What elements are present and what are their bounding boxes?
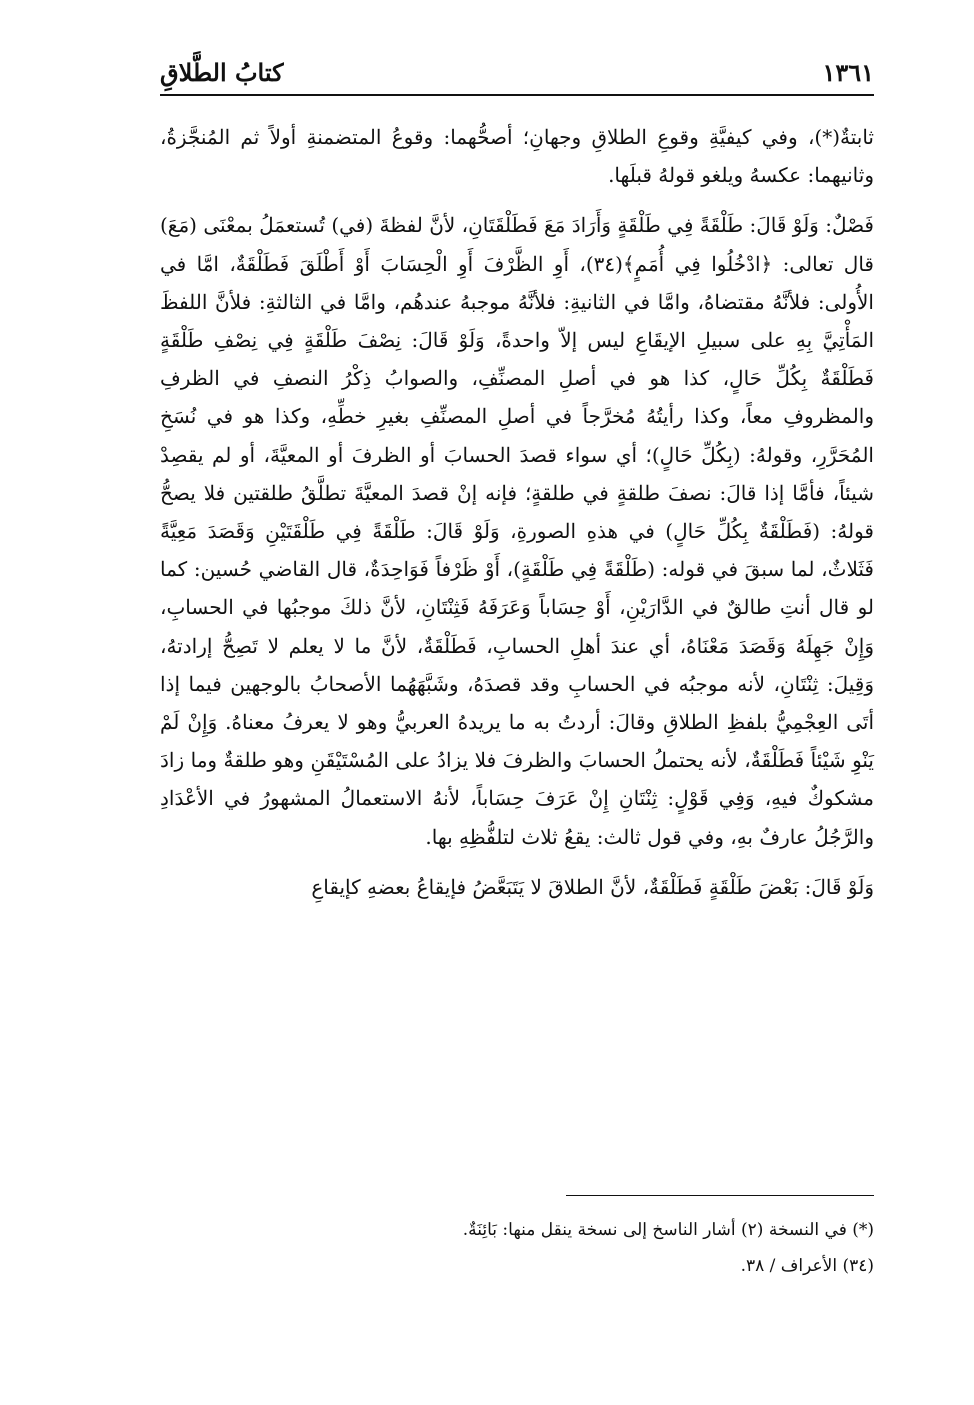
running-header <box>160 58 874 94</box>
header-rule <box>160 94 874 96</box>
paragraph-3: وَلَوْ قَالَ: بَعْضَ طَلْقَةٍ فَطَلْقَةٌ، لأنَّ الطلاقَ لا يَتَبَعَّضُ فإيقاعُ بعضهِ كإيقاعِ <box>311 874 874 899</box>
paragraph-2: فَصْلٌ: وَلَوْ قَالَ: طَلْقَةً فِي طَلْقَةٍ وَأَرَادَ مَعَ فَطَلْقَتَانِ، لأنَّ لفظةَ (في) تُستعمَلُ بمعْنَى (مَعَ) قال تعالى: ﴿ادْخُلُوا فِي أُمَمٍ﴾(٣٤)، أَوِ الظَّرْفَ أَوِ الْحِسَابَ أَوْ أَطْلَقَ فَطَلْقَةٌ، امَّا في الأُولى: فلأنَّهُ مقتضاهُ، وامَّا في الثانيةِ: فلأنَّهُ موجبهُ عندهُم، وامَّا في الثالثةِ: فلأنَّ اللفظَ المَأْتِيَّ بِهِ على سبيلِ الإيقَاعِ ليس إلاّ واحدةً، وَلَوْ قَالَ: نِصْفَ طَلْقَةٍ فِي نِصْفِ طَلْقَةٍ فَطَلْقَةٌ بِكُلِّ حَالٍ، كذا هو في أصلِ المصنِّفِ، والصوابُ ذِكْرُ النصفِ في الظرفِ والمظروفِ معاً، وكذا رأيتُهُ مُخرَّجاً في أصلِ المصنِّفِ بغيرِ خطِّهِ، وكذا هو في نُسَخِ المُحَرَّرِ، وقولهُ: (بِكُلِّ حَالٍ)؛ أي سواء قصدَ الحسابَ أو الظرفَ أو المعيَّةَ، أو لم يقصِدْ شيئاً، فأمَّا إذا قالَ: نصفَ طلقةٍ في طلقةٍ؛ فإنه إنْ قصدَ المعيَّةَ تطلَّقُ طلقتين فلا يصحُّ قولهُ: (فَطَلْقَةٌ بِكُلِّ حَالٍ) في هذهِ الصورةِ، وَلَوْ قَالَ: طَلْقَةً فِي طَلْقَتَيْنِ وَقَصَدَ مَعِيَّةً فَثَلاثٌ، لما سبقَ في قوله: (طَلْقَةً فِي طَلْقَةٍ)، أَوْ ظَرْفاً فَوَاحِدَةٌ، قال القاضي حُسين: كما لو قال أنتِ طالقٌ في الدَّارَيْنِ، أَوْ حِسَاباً وَعَرَفَهُ فَثِنْتَانِ، لأنَّ ذلكَ موجبُها في الحسابِ، وَإِنْ جَهِلَهُ وَقَصَدَ مَعْنَاهُ، أي عندَ أهلِ الحسابِ، فَطَلْقَةٌ، لأنَّ ما لا يعلم لا تَصِحُّ إرادتهُ، وَقِيلَ: ثِنْتَانِ، لأنه موجبُه في الحسابِ وقد قصدَهُ، وشَبَّهَهُما الأصحابُ بالوجهين فيما إذا أتَى العِجْمِيُّ بلفظِ الطلاقِ وقالَ: أردتُ به ما يريدهُ العربيُّ وهو لا يعرفُ معناهُ. وَإِنْ لَمْ يَنْوِ شَيْئاً فَطَلْقَةٌ، لأنه يحتملُ الحسابَ والظرفَ فلا يزادُ على المُسْتَيْقَنِ وهو طلقةٌ وما زادَ مشكوكٌ فيهِ، وَفِي قَوْلٍ: ثِنْتَانِ إِنْ عَرَفَ حِسَاباً، لأنهُ الاستعمالُ المشهورُ في الأعْدَادِ والرَّجُلُ عارفٌ بهِ، وفي قول ثالث: يقعُ ثلاث لتلفُّظِهِ بها. <box>160 213 874 849</box>
body-text <box>160 118 874 906</box>
footnote-1: (*) في النسخة (٢) أشار الناسخ إلى نسخة ينقل منها: بَائِنَةٌ. <box>462 1220 874 1240</box>
footnotes <box>160 1212 874 1284</box>
book-title: كتابُ الطَّلاقِ <box>160 58 284 87</box>
footnote-rule <box>566 1195 874 1196</box>
footnote-2: (٣٤) الأعراف / ٣٨. <box>740 1256 874 1276</box>
page-number: ١٣٦١ <box>822 58 874 87</box>
paragraph-1: ثابتةٌ(*)، وفي كيفيَّةِ وقوعِ الطلاقِ وجهانِ؛ أصحُّهما: وقوعُ المتضمنةِ أولاً ثم المُنجَّزةُ، وثانيهما: عكسهُ ويلغو قولهُ قبلَها. <box>160 125 874 188</box>
